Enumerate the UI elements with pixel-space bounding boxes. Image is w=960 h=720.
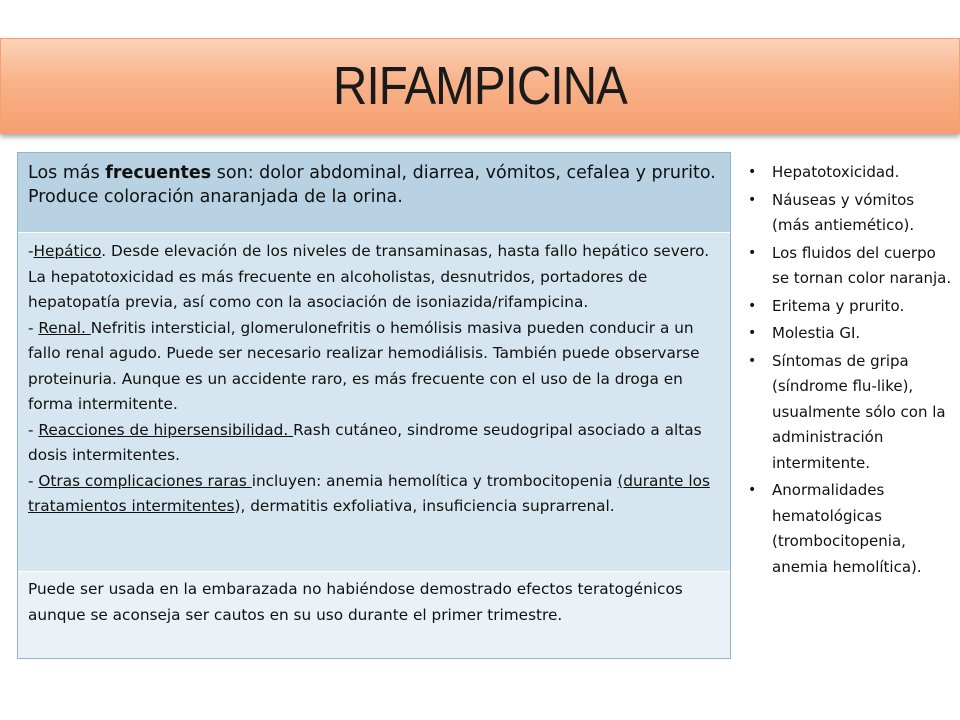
- bullet-icon: •: [748, 352, 757, 369]
- header-text-bold: frecuentes: [105, 163, 212, 183]
- list-item: [748, 188, 953, 239]
- header-text-post: son: dolor abdominal, diarrea, vómitos, cefalea y prurito. Produce coloración anaranjada de la orina.: [28, 163, 716, 207]
- bullet-icon: •: [748, 297, 757, 314]
- hiper-label: Reacciones de hipersensibilidad.: [38, 420, 294, 439]
- bullet-icon: •: [748, 164, 757, 180]
- list-item: [748, 241, 953, 292]
- renal-prefix: -: [28, 318, 39, 337]
- title-banner: [0, 38, 960, 134]
- otras-text-2: ), dermatitis exfoliativa, insuficiencia suprarrenal.: [234, 497, 615, 515]
- list-item-text: Hepatotoxicidad.: [772, 163, 900, 181]
- otras-label-2: (durante los tratamientos intermitentes: [28, 471, 710, 515]
- list-item: [748, 160, 953, 186]
- side-bullet-list: [748, 160, 953, 582]
- list-item-text: Los fluidos del cuerpo se tornan color naranja.: [772, 243, 952, 287]
- list-item-text: Anormalidades hematológicas (trombocitopenia, anemia hemolítica).: [772, 481, 922, 576]
- list-item-text: Náuseas y vómitos (más antiemético).: [772, 190, 915, 234]
- list-item: [748, 294, 953, 320]
- content-table: [17, 152, 731, 659]
- hepatico-label: Hepático: [33, 242, 102, 260]
- list-item-text: Síntomas de gripa (síndrome flu-like), usualmente sólo con la administración intermitente.: [772, 351, 946, 472]
- hepatico-prefix: -: [28, 242, 34, 260]
- header-text-pre: Los más: [28, 163, 106, 183]
- renal-label: Renal.: [38, 318, 91, 337]
- renal-text: Nefritis intersticial, glomerulonefritis o hemólisis masiva pueden conducir a un fallo renal agudo. Puede ser necesario realizar hemodiálisis. También puede observarse proteinuria. Aunque es un accidente raro, es más frecuente con el uso de la droga en forma intermitente.: [28, 318, 700, 413]
- bullet-icon: •: [748, 191, 757, 208]
- table-body-cell: [18, 233, 730, 572]
- slide-title: RIFAMPICINA: [333, 56, 627, 116]
- table-footer-cell: [18, 572, 730, 658]
- otras-label: Otras complicaciones raras: [38, 471, 252, 490]
- bullet-icon: •: [748, 325, 757, 341]
- list-item-text: Molestia GI.: [772, 324, 861, 342]
- footer-text: Puede ser usada en la embarazada no habiéndose demostrado efectos teratogénicos aunque se aconseja ser cautos en su uso durante el primer trimestre.: [28, 580, 683, 624]
- list-item: [748, 321, 953, 347]
- otras-text-1: incluyen: anemia hemolítica y trombocitopenia: [251, 471, 618, 490]
- table-header-cell: [18, 153, 730, 233]
- list-item: [748, 349, 953, 477]
- hiper-text: Rash cutáneo, sindrome seudogripal asociado a altas dosis intermitentes.: [28, 420, 702, 464]
- otras-prefix: -: [28, 471, 39, 490]
- bullet-icon: •: [748, 244, 757, 261]
- hiper-prefix: -: [28, 420, 39, 439]
- list-item-text: Eritema y prurito.: [772, 296, 905, 315]
- bullet-icon: •: [748, 482, 757, 498]
- list-item: [748, 478, 953, 580]
- hepatico-text: . Desde elevación de los niveles de transaminasas, hasta fallo hepático severo. La hepatotoxicidad es más frecuente en alcoholistas, desnutridos, portadores de hepatopatía previa, así como con la asociación de isoniazida/rifampicina.: [28, 242, 710, 311]
